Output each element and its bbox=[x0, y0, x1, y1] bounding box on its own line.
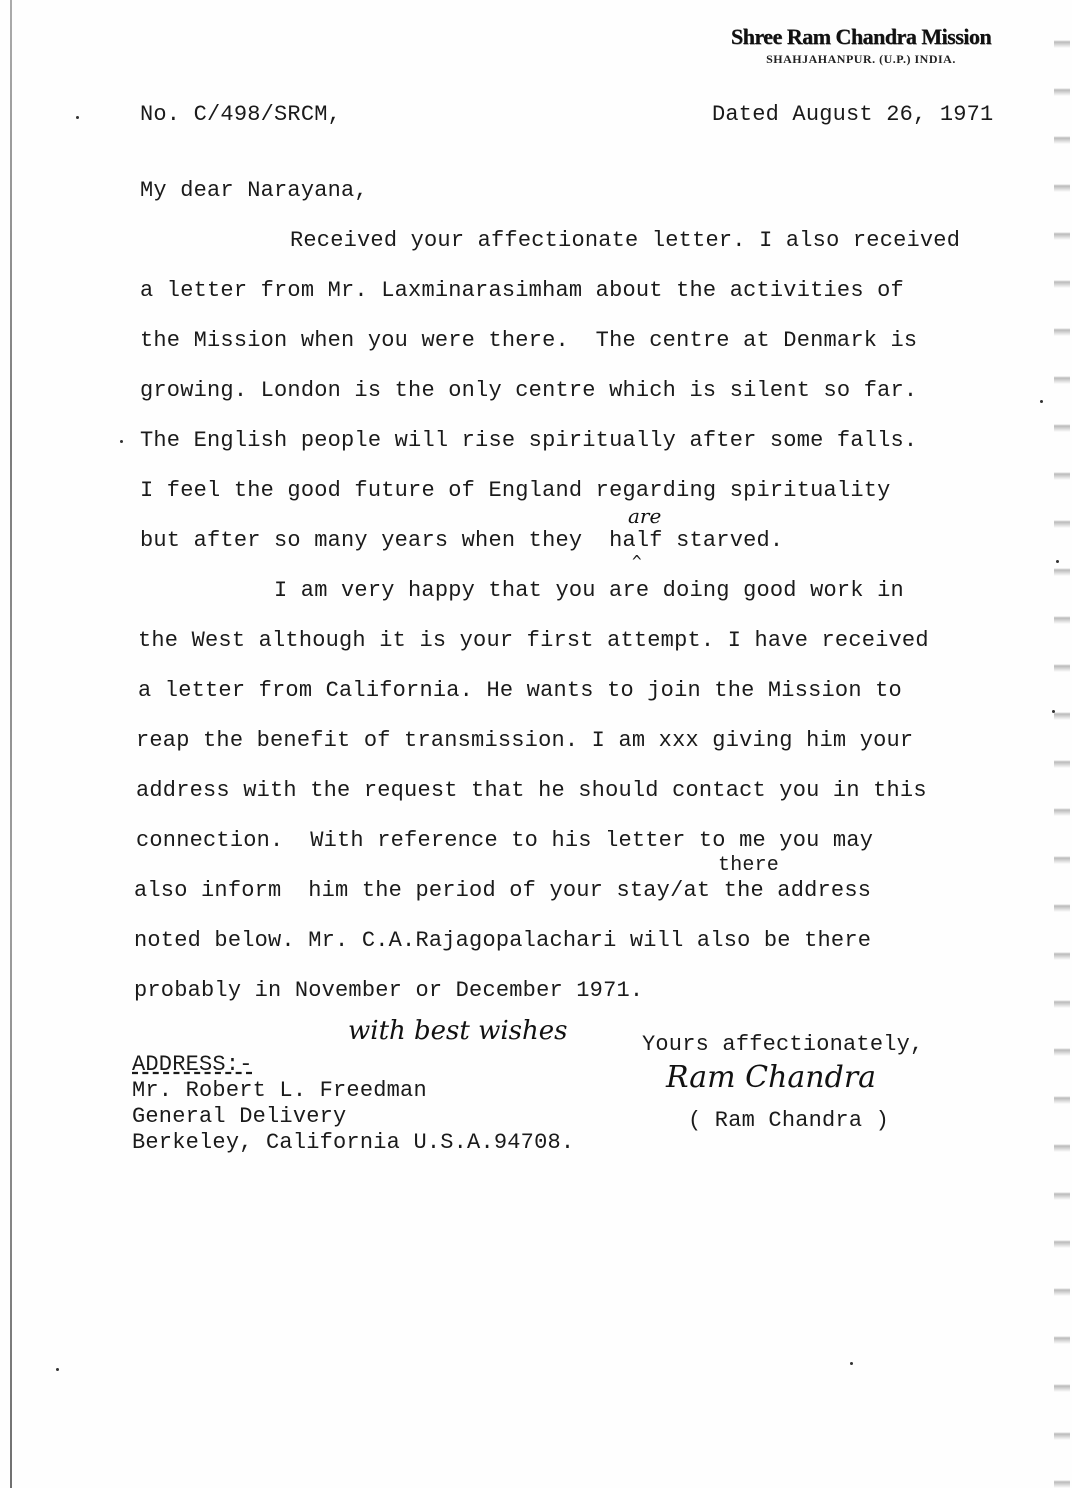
paragraph1-line-5: The English people will rise spiritually after some falls. bbox=[140, 428, 918, 453]
paragraph1-line-7: but after so many years when they half starved. bbox=[140, 528, 784, 553]
paragraph2-line-6: connection. With reference to his letter to me you may bbox=[136, 828, 874, 853]
paragraph2-line-9: probably in November or December 1971. bbox=[134, 978, 644, 1003]
signature: Ram Chandra bbox=[666, 1060, 877, 1095]
address-heading: ADDRESS:- bbox=[132, 1052, 253, 1077]
address-line-1: Mr. Robert L. Freedman bbox=[132, 1078, 427, 1103]
paragraph2-line-5: address with the request that he should contact you in this bbox=[136, 778, 927, 803]
paragraph1-line-1: Received your affectionate letter. I also received bbox=[290, 228, 961, 253]
scan-edge-left bbox=[10, 0, 12, 1488]
reference-number: No. C/498/SRCM, bbox=[140, 102, 342, 127]
paragraph2-line-2: the West although it is your first attempt. I have received bbox=[138, 628, 929, 653]
paragraph1-line-4: growing. London is the only centre which is silent so far. bbox=[140, 378, 918, 403]
salutation: My dear Narayana, bbox=[140, 178, 368, 203]
paragraph2-line-8: noted below. Mr. C.A.Rajagopalachari will also be there bbox=[134, 928, 872, 953]
closing: Yours affectionately, bbox=[642, 1032, 924, 1057]
paragraph2-line-1: I am very happy that you are doing good work in bbox=[274, 578, 904, 603]
insertion-there: there bbox=[718, 854, 780, 877]
paragraph2-line-7: also inform him the period of your stay/at the address bbox=[134, 878, 872, 903]
insertion-caret: ^ bbox=[632, 552, 642, 571]
address-line-3: Berkeley, California U.S.A.94708. bbox=[132, 1130, 575, 1155]
scan-edge-right bbox=[1054, 0, 1070, 1488]
paragraph2-line-3: a letter from California. He wants to join the Mission to bbox=[138, 678, 902, 703]
paragraph1-line-2: a letter from Mr. Laxminarasimham about the activities of bbox=[140, 278, 904, 303]
paragraph1-line-3: the Mission when you were there. The centre at Denmark is bbox=[140, 328, 918, 353]
insertion-are: are bbox=[628, 504, 662, 528]
paragraph2-line-4: reap the benefit of transmission. I am xxx giving him your bbox=[136, 728, 914, 753]
paragraph1-line-6: I feel the good future of England regarding spirituality bbox=[140, 478, 891, 503]
letter-date: Dated August 26, 1971 bbox=[712, 102, 994, 127]
letterhead bbox=[696, 24, 1026, 67]
address-line-2: General Delivery bbox=[132, 1104, 347, 1129]
letterhead-place: SHAHJAHANPUR. (U.P.) INDIA. bbox=[766, 52, 956, 66]
handwritten-wishes: with best wishes bbox=[348, 1016, 568, 1046]
letterhead-organization: Shree Ram Chandra Mission bbox=[730, 24, 992, 49]
typed-name: ( Ram Chandra ) bbox=[688, 1108, 890, 1133]
